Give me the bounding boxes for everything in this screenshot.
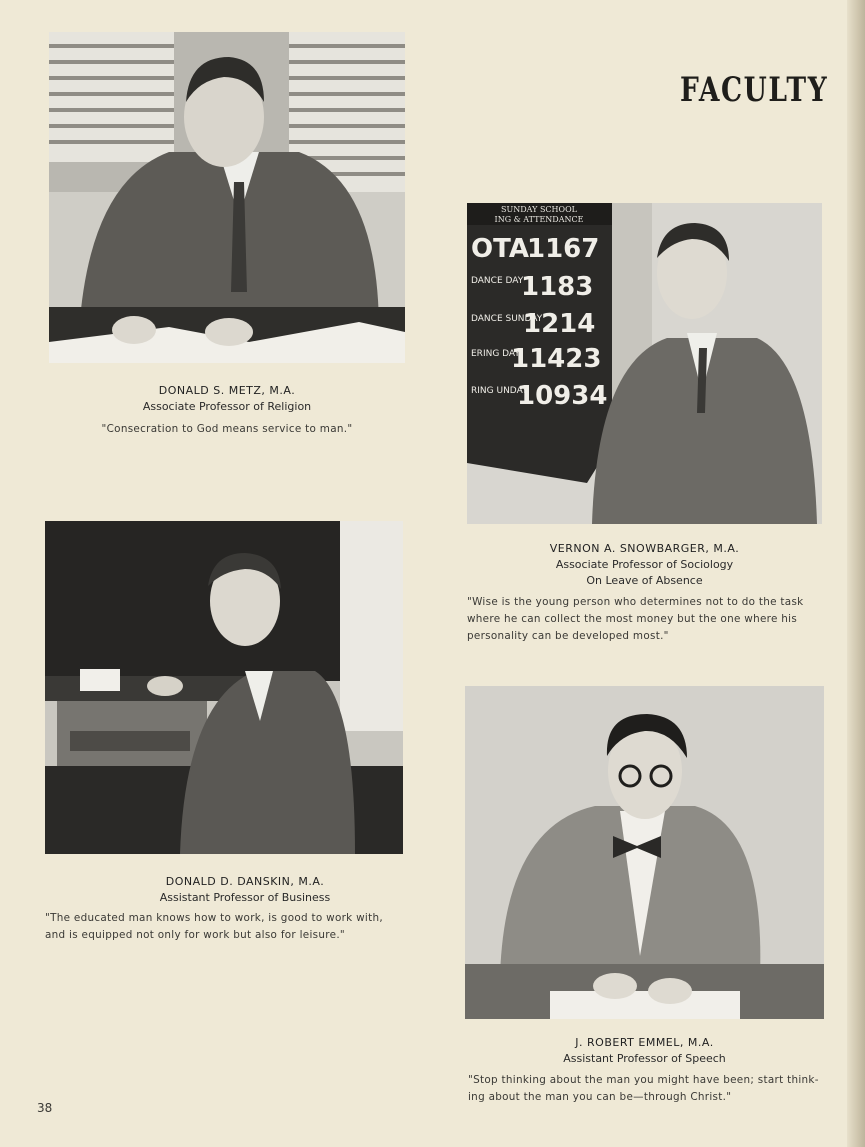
faculty-name: J. ROBERT EMMEL, M.A. (575, 1036, 714, 1049)
board-row-value: 1183 (521, 272, 594, 302)
board-row-value: 11423 (511, 344, 602, 374)
photo-donald-metz (49, 32, 405, 363)
board-row-label: DANCE DAY (471, 276, 524, 286)
caption-donald-danskin (45, 873, 445, 906)
faculty-role: Associate Professor of Sociology (555, 558, 734, 571)
quote-line: personality can be developed most." (467, 630, 669, 642)
photo-vernon-snowbarger (467, 203, 822, 524)
quote-line: "The educated man knows how to work, is good to work with, (45, 912, 383, 924)
board-row-value: 10934 (517, 381, 608, 411)
faculty-role: Assistant Professor of Speech (563, 1052, 726, 1065)
faculty-name: DONALD D. DANSKIN, M.A. (165, 875, 325, 888)
quote-line: "Stop thinking about the man you might have been; start think- (468, 1074, 819, 1086)
faculty-note: On Leave of Absence (586, 574, 703, 587)
board-row-value: 1167 (527, 234, 600, 264)
caption-j-robert-emmel (465, 1034, 824, 1067)
board-row-label: RING UNDAY (471, 386, 528, 396)
quote-line: ing about the man you can be—through Christ." (468, 1091, 732, 1103)
photo-j-robert-emmel (465, 686, 824, 1019)
faculty-name: DONALD S. METZ, M.A. (158, 384, 296, 397)
board-header-2: ING & ATTENDANCE (494, 215, 584, 224)
board-row-value: 1214 (523, 309, 596, 339)
caption-vernon-snowbarger (467, 540, 822, 589)
quote-vernon-snowbarger (467, 594, 827, 645)
faculty-role: Assistant Professor of Business (159, 891, 331, 904)
quote-j-robert-emmel (468, 1072, 828, 1106)
quote-line: where he can collect the most money but the one where his (467, 613, 798, 625)
photo-donald-danskin (45, 521, 403, 854)
board-header-1: SUNDAY SCHOOL (501, 205, 577, 214)
faculty-name: VERNON A. SNOWBARGER, M.A. (549, 542, 740, 555)
caption-donald-metz (49, 382, 405, 415)
page-title: FACULTY (680, 70, 829, 110)
quote-donald-metz: "Consecration to God means service to man." (101, 423, 353, 435)
board-row-label: OTA (471, 234, 529, 264)
faculty-role: Associate Professor of Religion (142, 400, 312, 413)
quote-donald-danskin (45, 910, 405, 944)
board-row-label: DANCE SUNDAY (471, 314, 543, 324)
page-edge (847, 0, 865, 1147)
page-number: 38 (37, 1101, 53, 1115)
board-row-label: ERING DAY (471, 349, 520, 359)
quote-line: and is equipped not only for work but also for leisure." (45, 929, 345, 941)
quote-line: "Wise is the young person who determines not to do the task (467, 596, 804, 608)
